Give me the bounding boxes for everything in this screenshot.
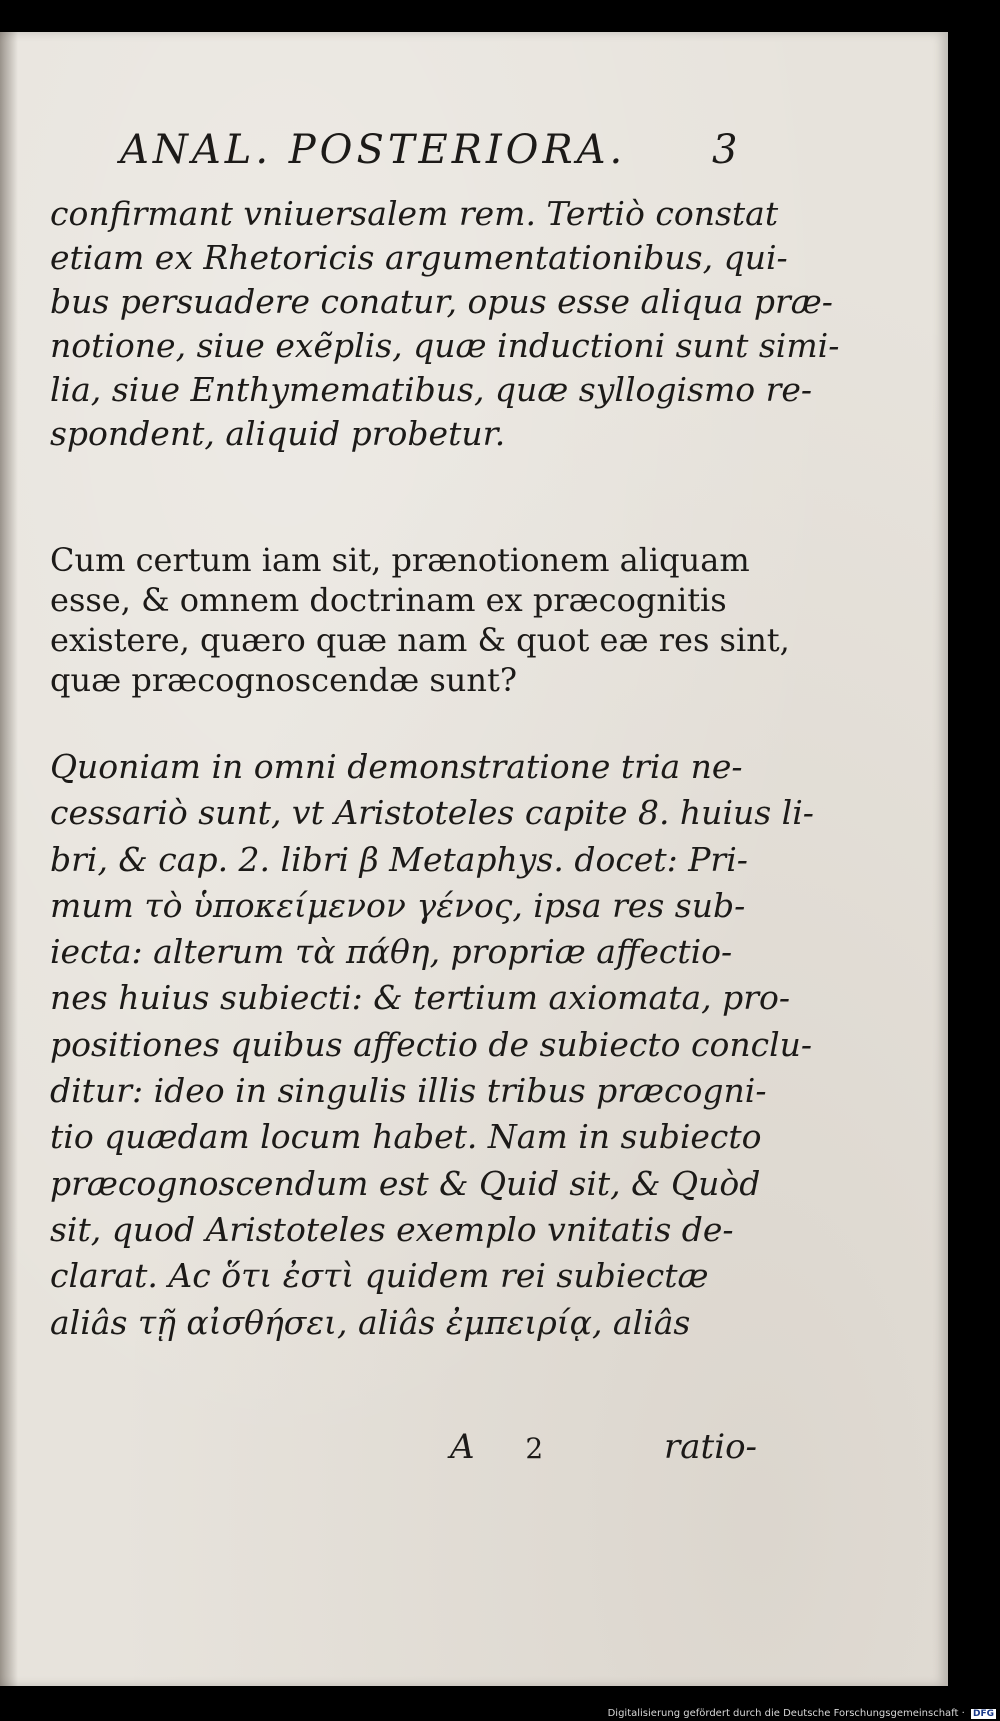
text-line: clarat. Ac ὅτι ἐστὶ quidem rei subiectæ [50,1256,709,1296]
text-line: mum τὸ ὑποκείμενον γένος, ipsa res sub- [50,885,746,925]
credit-text: Digitalisierung gefördert durch die Deutsche Forschungsgemeinschaft · [607,1708,965,1719]
text-line: confirmant vniuersalem rem. Tertiò constat [50,194,779,233]
text-line: tio quædam locum habet. Nam in subiecto [50,1117,762,1157]
text-line: esse, & omnem doctrinam ex præcognitis [50,581,727,619]
text-line: notione, siue exẽplis, quæ inductioni sunt simi- [50,326,840,365]
text-line: ditur: ideo in singulis illis tribus præcogni- [50,1071,767,1111]
text-line: bri, & cap. 2. libri β Metaphys. docet: Pri- [50,839,748,879]
paragraph-2-question [50,540,790,700]
page-gutter-shadow [0,32,18,1686]
paragraph-1 [50,192,840,456]
text-line: quæ præcognoscendæ sunt? [50,661,518,699]
text-line: bus persuadere conatur, opus esse aliqua præ- [50,282,833,321]
text-line: spondent, aliquid probetur. [50,414,506,453]
text-line: existere, quæro quæ nam & quot eæ res sint, [50,621,790,659]
signature-line [450,1427,757,1467]
text-line: Cum certum iam sit, prænotionem aliquam [50,541,750,579]
running-head-title: ANAL. POSTERIORA. [120,127,627,173]
text-line: Quoniam in omni demonstratione tria ne- [50,747,743,786]
signature-mark-letter: A [450,1427,475,1467]
book-page [0,32,948,1686]
scan-background [948,0,1000,1721]
text-line: sit, quod Aristoteles exemplo vnitatis de- [50,1209,734,1249]
text-line: præcognoscendum est & Quid sit, & Quòd [50,1163,761,1203]
signature-mark-number: 2 [525,1432,544,1465]
text-line: positiones quibus affectio de subiecto conclu- [50,1024,813,1064]
text-line: etiam ex Rhetoricis argumentationibus, qui- [50,238,788,277]
text-line: nes huius subiecti: & tertium axiomata, pro- [50,978,791,1018]
text-line: lia, siue Enthymematibus, quæ syllogismo re- [50,370,813,409]
digitization-credit [608,1708,996,1719]
text-line: iecta: alterum τὰ πάθη, propriæ affectio- [50,932,733,972]
page-number: 3 [712,127,738,173]
catchword: ratio- [664,1427,758,1467]
dfg-logo: DFG [972,1709,994,1719]
paragraph-3-answer [50,744,814,1346]
text-line: aliâs τῇ αἰσθήσει, aliâs ἐμπειρίᾳ, aliâs [50,1302,691,1342]
text-line: cessariò sunt, vt Aristoteles capite 8. huius li- [50,793,814,833]
